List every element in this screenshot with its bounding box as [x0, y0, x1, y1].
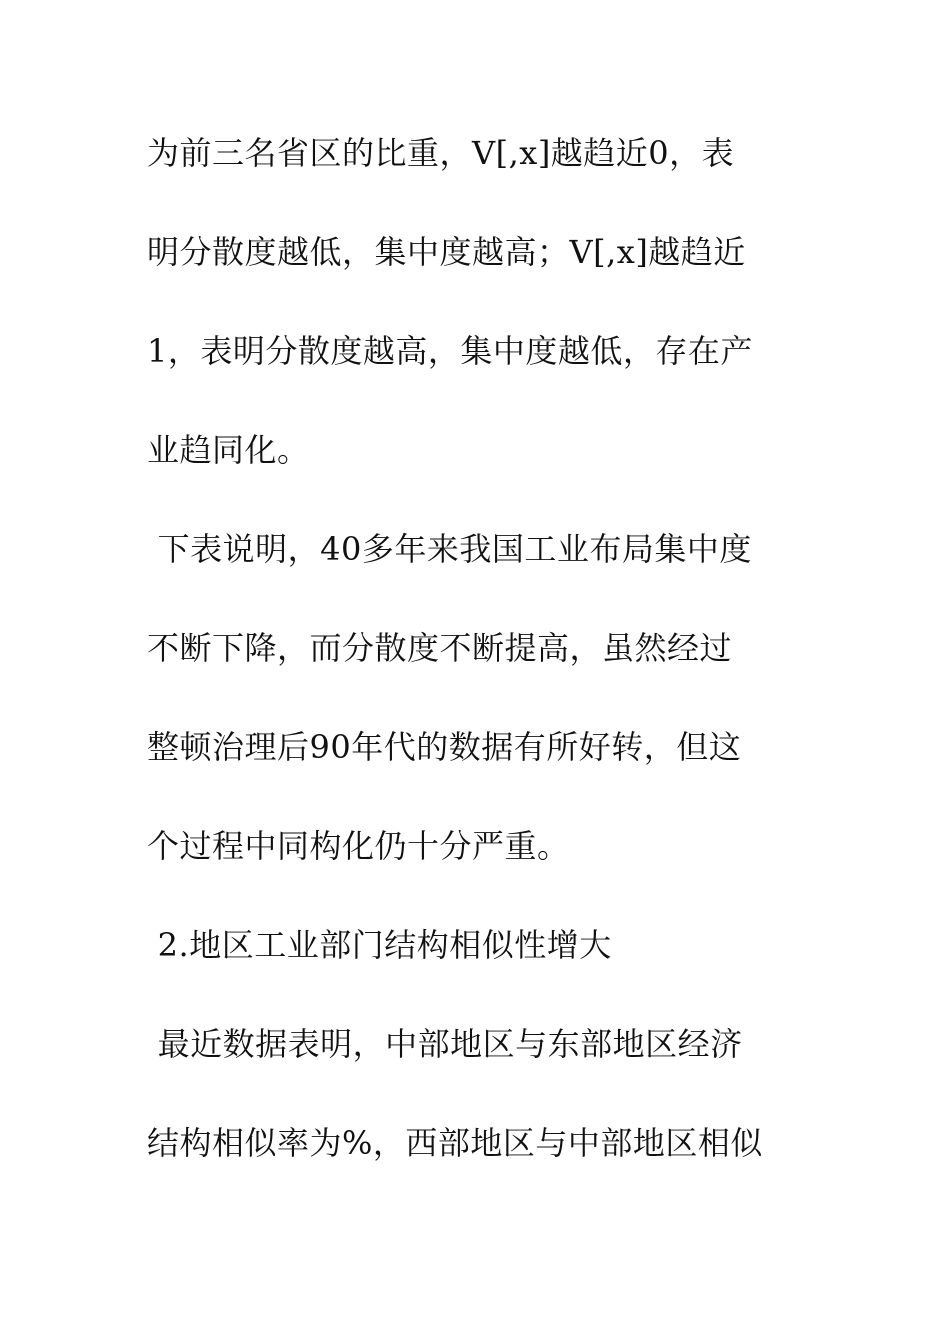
text-line-2: 明分散度越低，集中度越高；V[,x]越趋近	[147, 233, 746, 271]
text-line-4: 业趋同化。	[147, 431, 310, 469]
text-line-8: 个过程中同构化仍十分严重。	[147, 827, 570, 865]
text-line-3: 1，表明分散度越高，集中度越低，存在产	[147, 332, 753, 370]
body-text	[147, 123, 807, 1212]
text-line-10: 最近数据表明，中部地区与东部地区经济	[147, 1025, 743, 1063]
text-line-6: 不断下降，而分散度不断提高，虽然经过	[147, 629, 733, 667]
text-line-1: 为前三名省区的比重，V[,x]越趋近0，表	[147, 134, 735, 172]
text-line-7: 整顿治理后90年代的数据有所好转，但这	[147, 728, 742, 766]
text-line-5: 下表说明，40多年来我国工业布局集中度	[147, 530, 752, 568]
text-line-11: 结构相似率为%，西部地区与中部地区相似	[147, 1124, 763, 1162]
section-heading: 2.地区工业部门结构相似性增大	[147, 926, 612, 964]
